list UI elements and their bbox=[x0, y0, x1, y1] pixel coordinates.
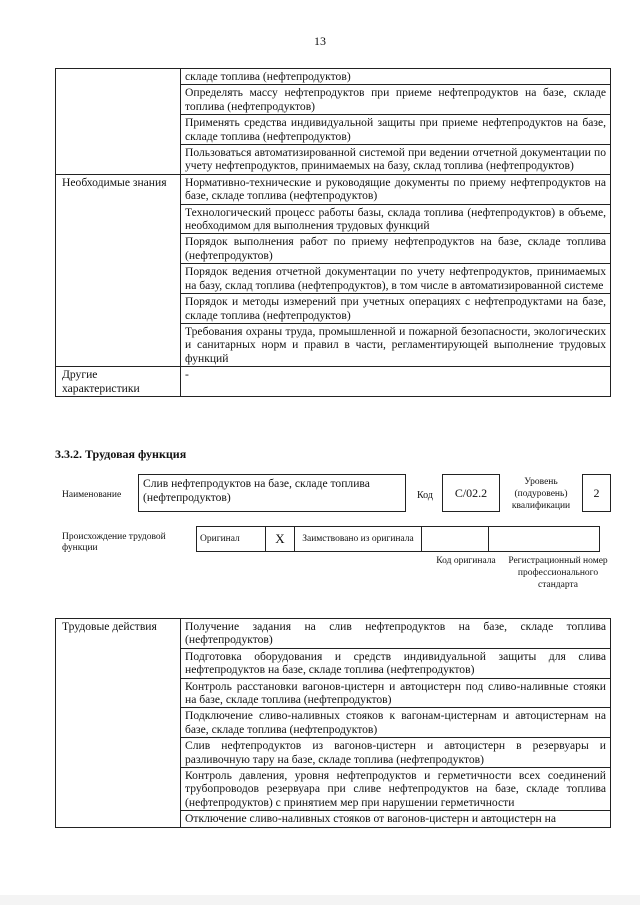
naming-value: Слив нефтепродуктов на базе, складе топлива (нефтепродуктов) bbox=[138, 474, 406, 512]
table-cell: Порядок ведения отчетной документации по учету нефтепродуктов, принимаемых на базу, склад топлива (нефтепродуктов), в том числе в автоматизированной системе bbox=[181, 264, 611, 294]
table-cell: Нормативно-технические и руководящие документы по приему нефтепродуктов на базе, складе топлива (нефтепродуктов) bbox=[181, 174, 611, 204]
table-cell: Порядок и методы измерений при учетных операциях с нефтепродуктами на базе, складе топлива (нефтепродуктов) bbox=[181, 294, 611, 324]
skills-knowledge-table bbox=[55, 68, 611, 397]
table-cell: Требования охраны труда, промышленной и пожарной безопасности, экологических и санитарных норм и правил в части, регламентирующей выполнение трудовых функций bbox=[181, 323, 611, 366]
table-cell: Пользоваться автоматизированной системой при ведении отчетной документации по учету нефтепродуктов, принимаемых на базу, склад топлива (нефтепродуктов) bbox=[181, 145, 611, 175]
section-heading: 3.3.2. Трудовая функция bbox=[55, 447, 187, 461]
level-value: 2 bbox=[582, 474, 611, 512]
origin-label: Происхождение трудовой функции bbox=[62, 532, 166, 553]
code-value: C/02.2 bbox=[442, 474, 500, 512]
naming-label: Наименование bbox=[62, 490, 122, 500]
origin-code-caption: Код оригинала bbox=[436, 556, 496, 566]
table-cell: Применять средства индивидуальной защиты при приеме нефтепродуктов на базе, складе топлива (нефтепродуктов) bbox=[181, 115, 611, 145]
table-cell: Отключение сливо-наливных стояков от вагонов-цистерн и автоцистерн на bbox=[181, 811, 611, 827]
table-row bbox=[56, 619, 611, 649]
table-row bbox=[56, 367, 611, 397]
table-cell: Контроль расстановки вагонов-цистерн и автоцистерн под сливо-наливные стояки на базе, складе топлива (нефтепродуктов) bbox=[181, 678, 611, 708]
original-mark: X bbox=[266, 527, 295, 552]
code-label: Код bbox=[417, 490, 433, 501]
level-label: Уровень (подуровень) квалификации bbox=[511, 477, 571, 511]
origin-reg-cell bbox=[489, 527, 600, 552]
page-bottom-edge bbox=[0, 895, 640, 905]
table-row bbox=[56, 69, 611, 85]
labor-actions-label: Трудовые действия bbox=[56, 619, 181, 828]
table-cell: - bbox=[181, 367, 611, 397]
table-row bbox=[197, 527, 600, 552]
origin-code-cell bbox=[422, 527, 489, 552]
other-characteristics-label: Другие характеристики bbox=[56, 367, 181, 397]
page-number: 13 bbox=[314, 34, 326, 48]
table-cell: Получение задания на слив нефтепродуктов на базе, складе топлива (нефтепродуктов) bbox=[181, 619, 611, 649]
table-cell: Определять массу нефтепродуктов при приеме нефтепродуктов на базе, складе топлива (нефтепродуктов) bbox=[181, 85, 611, 115]
table-cell: Контроль давления, уровня нефтепродуктов и герметичности всех соединений трубопроводов резервуара при сливе нефтепродуктов на базе, складе топлива (нефтепродуктов) с принятием мер при нарушении герметичности bbox=[181, 768, 611, 811]
table-cell: Подготовка оборудования и средств индивидуальной защиты для слива нефтепродуктов на базе, складе топлива (нефтепродуктов) bbox=[181, 648, 611, 678]
table-cell: Технологический процесс работы базы, склада топлива (нефтепродуктов) в объеме, необходимом для выполнения трудовых функций bbox=[181, 204, 611, 234]
original-label: Оригинал bbox=[197, 527, 266, 552]
table-cell: Слив нефтепродуктов из вагонов-цистерн и автоцистерн в резервуары и разливочную тару на базе, складе топлива (нефтепродуктов) bbox=[181, 738, 611, 768]
table-cell: Порядок выполнения работ по приему нефтепродуктов на базе, складе топлива (нефтепродуктов) bbox=[181, 234, 611, 264]
borrowed-label: Заимствовано из оригинала bbox=[295, 527, 422, 552]
table-row bbox=[56, 174, 611, 204]
table-cell: складе топлива (нефтепродуктов) bbox=[181, 69, 611, 85]
row-label bbox=[56, 69, 181, 175]
origin-table bbox=[196, 526, 600, 552]
origin-reg-caption: Регистрационный номер профессионального стандарта bbox=[508, 556, 608, 590]
labor-actions-table bbox=[55, 618, 611, 828]
table-cell: Подключение сливо-наливных стояков к вагонам-цистернам и автоцистернам на базе, складе топлива (нефтепродуктов) bbox=[181, 708, 611, 738]
knowledge-label: Необходимые знания bbox=[56, 174, 181, 366]
